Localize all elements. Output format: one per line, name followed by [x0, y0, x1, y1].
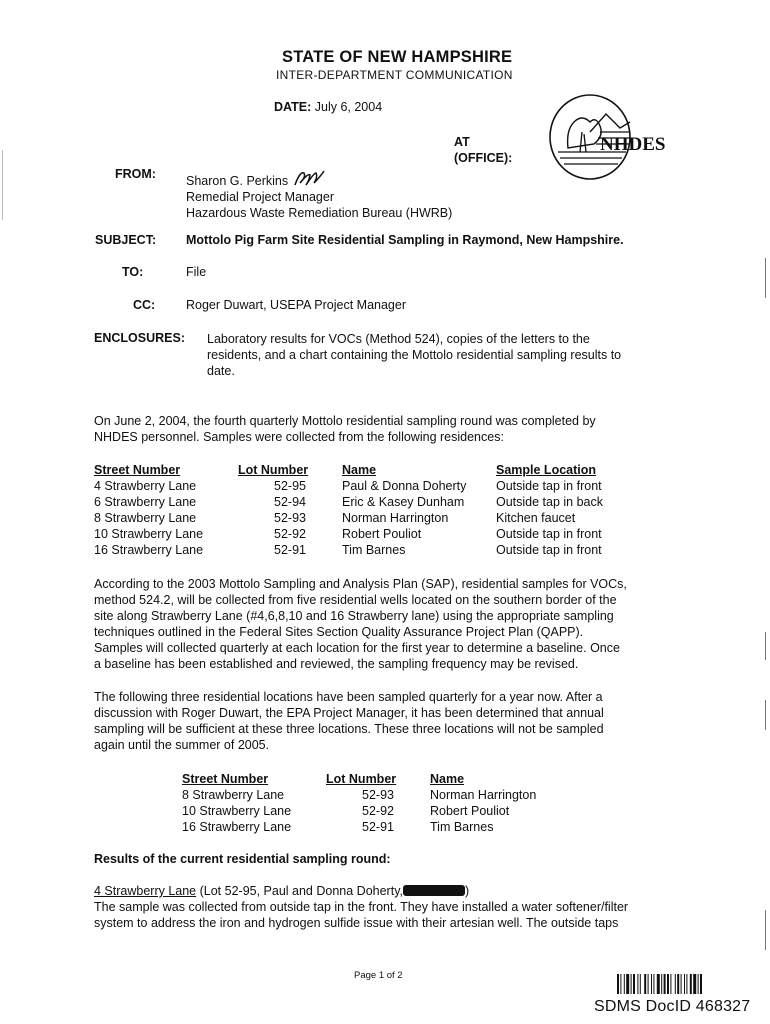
barcode-bar	[664, 974, 666, 994]
table-cell: 52-92	[274, 527, 306, 541]
column-header: Street Number	[94, 462, 181, 477]
from-block	[186, 167, 452, 221]
table-cell: Norman Harrington	[342, 511, 449, 525]
column-header: Sample Location	[496, 462, 597, 477]
barcode-bar	[637, 974, 638, 994]
table-cell: Norman Harrington	[430, 788, 537, 802]
paragraph-line: On June 2, 2004, the fourth quarterly Mottolo residential sampling round was completed by	[94, 414, 596, 428]
column-header: Lot Number	[326, 771, 397, 786]
table-row	[182, 787, 536, 803]
barcode	[617, 974, 735, 994]
redaction-mark	[403, 885, 465, 896]
barcode-bar	[624, 974, 625, 994]
table-cell: 52-93	[274, 511, 306, 525]
table-row	[94, 478, 603, 494]
paragraph-line: According to the 2003 Mottolo Sampling and Analysis Plan (SAP), residential samples for VOCs,	[94, 577, 627, 591]
scan-mark	[765, 632, 766, 660]
enclosures-line: date.	[207, 364, 235, 378]
table-cell: 10 Strawberry Lane	[182, 804, 292, 818]
table-cell: 52-93	[362, 788, 394, 802]
enclosures-line: Laboratory results for VOCs (Method 524), copies of the letters to the	[207, 332, 590, 346]
column-header: Name	[430, 771, 465, 786]
annual-locations-table	[182, 770, 536, 835]
paragraph-line: again until the summer of 2005.	[94, 738, 270, 752]
scan-mark	[765, 910, 766, 950]
paragraph-line: The following three residential locations have been sampled quarterly for a year now. After a	[94, 690, 603, 704]
table-cell: Tim Barnes	[430, 820, 494, 834]
from-title: Remedial Project Manager	[186, 190, 334, 204]
paragraph-line: site along Strawberry Lane (#4,6,8,10 and 16 Strawberry lane) using the appropriate sampling	[94, 609, 614, 623]
date-label: DATE:	[274, 100, 312, 114]
table-cell: 16 Strawberry Lane	[182, 820, 292, 834]
table-header-row	[94, 461, 603, 478]
scan-mark	[2, 150, 3, 220]
results-heading: Results of the current residential sampling round:	[94, 852, 391, 866]
address-close: )	[464, 884, 470, 898]
barcode-bar	[677, 974, 679, 994]
table-cell: Paul & Donna Doherty	[342, 479, 467, 493]
enclosures-line: residents, and a chart containing the Mottolo residential sampling results to	[207, 348, 622, 362]
at-label: AT	[454, 135, 470, 149]
barcode-bar	[651, 974, 652, 994]
from-name	[186, 167, 452, 189]
memo-state-title: STATE OF NEW HAMPSHIRE	[282, 48, 513, 66]
table-header-row	[182, 770, 536, 787]
memo-subtitle: INTER-DEPARTMENT COMMUNICATION	[276, 68, 513, 82]
barcode-bar	[644, 974, 646, 994]
paragraph-line: method 524.2, will be collected from five residential wells located on the southern border of the	[94, 593, 617, 607]
table-cell: Robert Pouliot	[342, 527, 422, 541]
annual-sampling-paragraph	[94, 689, 694, 753]
from-bureau: Hazardous Waste Remediation Bureau (HWRB)	[186, 206, 453, 220]
enclosures-label: ENCLOSURES:	[94, 331, 185, 345]
barcode-bar	[640, 974, 641, 994]
table-cell: Kitchen faucet	[496, 511, 576, 525]
subject-value: Mottolo Pig Farm Site Residential Sampling in Raymond, New Hampshire.	[186, 233, 624, 247]
subject-label: SUBJECT:	[95, 233, 157, 247]
cc-value: Roger Duwart, USEPA Project Manager	[186, 298, 407, 312]
scan-mark	[765, 258, 766, 298]
barcode-bar	[681, 974, 682, 994]
paragraph-line: techniques outlined in the Federal Sites Section Quality Assurance Project Plan (QAPP).	[94, 625, 584, 639]
barcode-bar	[686, 974, 687, 994]
paragraph-line: system to address the iron and hydrogen sulfide issue with their artesian well. The outside taps	[94, 916, 619, 930]
results-address-line	[94, 883, 714, 899]
table-cell: 6 Strawberry Lane	[94, 495, 197, 509]
barcode-bar	[675, 974, 676, 994]
to-label: TO:	[122, 265, 144, 279]
sap-paragraph	[94, 576, 694, 672]
nhdes-logo	[548, 92, 684, 187]
table-cell: 52-91	[274, 543, 306, 557]
scan-mark	[765, 700, 766, 730]
paragraph-line: The sample was collected from outside tap in the front. They have installed a water softener/filter	[94, 900, 629, 914]
table-cell: Eric & Kasey Dunham	[342, 495, 465, 509]
date-value: July 6, 2004	[314, 100, 383, 114]
barcode-bar	[693, 974, 696, 994]
barcode-bar	[661, 974, 662, 994]
table-row	[182, 819, 536, 835]
barcode-bar	[633, 974, 635, 994]
address-detail: (Lot 52-95, Paul and Donna Doherty,	[196, 884, 403, 898]
table-cell: 52-94	[274, 495, 306, 509]
address-link: 4 Strawberry Lane	[94, 884, 197, 898]
paragraph-line: Samples will collected quarterly at each location for the first year to determine a baseline. Once	[94, 641, 620, 655]
barcode-bar	[617, 974, 619, 994]
paragraph-line: sampling will be sufficient at these three locations. These three locations will not be sampled	[94, 722, 604, 736]
enclosures-text	[207, 331, 621, 379]
barcode-bar	[626, 974, 629, 994]
column-header: Street Number	[182, 771, 269, 786]
barcode-bar	[690, 974, 692, 994]
table-cell: 10 Strawberry Lane	[94, 527, 204, 541]
office-label-text: (OFFICE):	[454, 151, 513, 165]
barcode-bar	[653, 974, 654, 994]
to-value: File	[186, 265, 207, 279]
from-label: FROM:	[115, 167, 156, 181]
table-cell: 8 Strawberry Lane	[94, 511, 197, 525]
paragraph-line: a baseline has been established and reviewed, the sampling frequency may be revised.	[94, 657, 579, 671]
barcode-bar	[667, 974, 669, 994]
table-row	[94, 542, 603, 558]
table-cell: Outside tap in back	[496, 495, 604, 509]
logo-text: NHDES	[600, 134, 666, 155]
table-row	[94, 526, 603, 542]
barcode-bar	[700, 974, 702, 994]
intro-paragraph	[94, 413, 694, 445]
table-row	[94, 494, 603, 510]
page-number: Page 1 of 2	[354, 970, 403, 981]
barcode-bar	[657, 974, 660, 994]
table-cell: Outside tap in front	[496, 527, 602, 541]
table-cell: Tim Barnes	[342, 543, 406, 557]
memo-date	[274, 100, 382, 114]
from-name-text: Sharon G. Perkins	[186, 174, 289, 188]
cc-label: CC:	[133, 298, 156, 312]
signature-initials	[292, 167, 326, 189]
table-cell: 4 Strawberry Lane	[94, 479, 197, 493]
barcode-bar	[620, 974, 621, 994]
barcode-bar	[698, 974, 699, 994]
paragraph-line: NHDES personnel. Samples were collected from the following residences:	[94, 430, 504, 444]
barcode-bar	[631, 974, 632, 994]
sdms-doc-id: SDMS DocID 468327	[594, 998, 751, 1015]
office-label	[454, 134, 512, 166]
residences-table	[94, 461, 603, 558]
table-cell: 8 Strawberry Lane	[182, 788, 285, 802]
barcode-bar	[670, 974, 671, 994]
table-row	[182, 803, 536, 819]
table-cell: Outside tap in front	[496, 543, 602, 557]
column-header: Lot Number	[238, 462, 309, 477]
table-cell: 52-92	[362, 804, 394, 818]
barcode-bar	[648, 974, 649, 994]
paragraph-line: discussion with Roger Duwart, the EPA Project Manager, it has been determined that annual	[94, 706, 604, 720]
table-cell: 16 Strawberry Lane	[94, 543, 204, 557]
barcode-bar	[684, 974, 685, 994]
column-header: Name	[342, 462, 377, 477]
table-cell: Outside tap in front	[496, 479, 602, 493]
table-cell: 52-95	[274, 479, 306, 493]
table-cell: Robert Pouliot	[430, 804, 510, 818]
table-cell: 52-91	[362, 820, 394, 834]
table-row	[94, 510, 603, 526]
results-paragraph	[94, 883, 714, 931]
